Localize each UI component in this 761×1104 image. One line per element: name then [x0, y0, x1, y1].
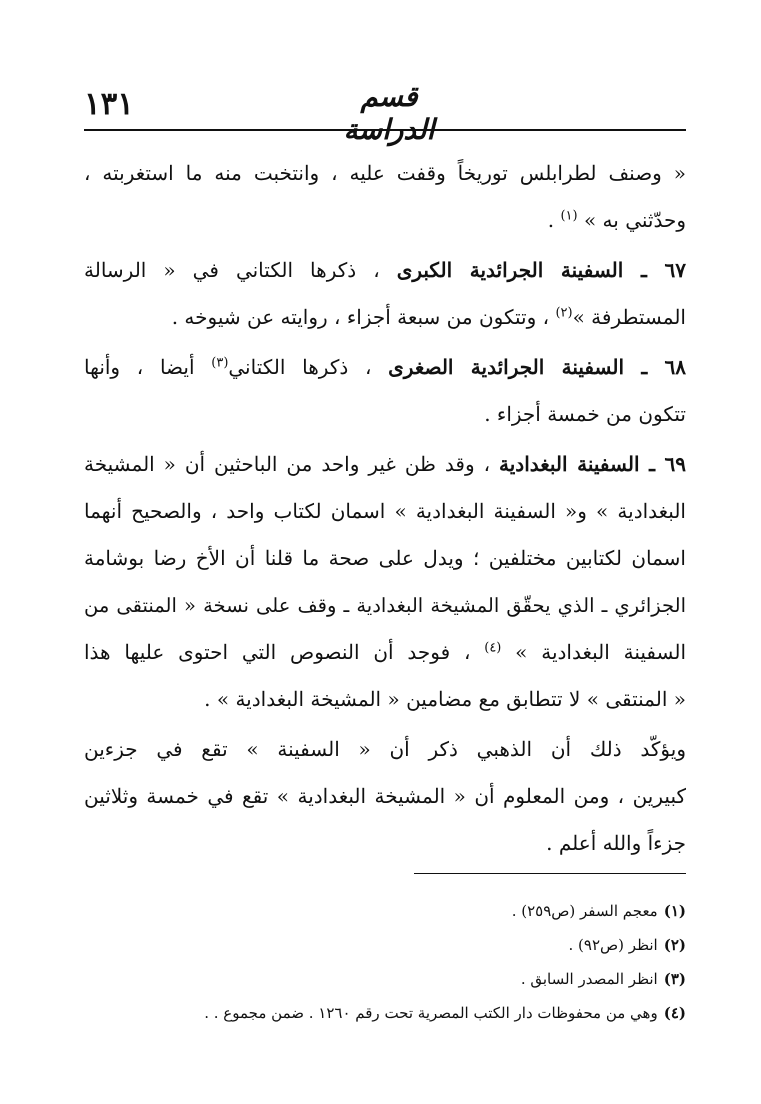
footnote-2-marker: (٢) [663, 936, 686, 954]
item69-title: السفينة البغدادية [499, 452, 640, 476]
footnote-rule [414, 873, 686, 874]
item69-line4: الجزائري ـ الذي يحقّق المشيخة البغدادية ـ وقف على نسخة « المنتقى من [84, 594, 686, 617]
item67-line2-text: المستطرفة » [572, 305, 686, 329]
item69-line6: « المنتقى » لا تتطابق مع مضامين « المشيخة البغدادية » . [204, 687, 686, 711]
item67-number: ٦٧ ـ [623, 258, 686, 282]
footnote-4-text: وهي من محفوظات دار الكتب المصرية تحت رقم ١٢٦٠ . ضمن مجموع . . [204, 1004, 658, 1022]
para-last-line2: كبيرين ، ومن المعلوم أن « المشيخة البغدادية » تقع في خمسة وثلاثين [84, 784, 686, 808]
footnotes [84, 894, 686, 1030]
footnote-1 [84, 894, 686, 928]
item68-line1 [84, 344, 686, 391]
item67-title: السفينة الجرائدية الكبرى [396, 258, 624, 282]
item67-line1-rest: ، ذكرها الكتاني في « الرسالة [84, 258, 397, 282]
footnote-ref-3: (٣) [211, 355, 229, 371]
footnote-ref-2: (٢) [555, 305, 573, 321]
footnote-4-marker: (٤) [663, 1004, 686, 1022]
para1-line1: « وصنف لطرابلس توريخاً وقفت عليه ، وانتخبت منه ما استغربته ، [84, 161, 686, 185]
item69-number: ٦٩ ـ [639, 452, 686, 476]
item68-title: السفينة الجرائدية الصغرى [388, 355, 625, 379]
footnote-3-marker: (٣) [663, 970, 686, 988]
item67-line2 [84, 294, 686, 341]
footnote-3-text: انظر المصدر السابق . [520, 970, 658, 988]
para1-line2 [84, 197, 686, 244]
body-text [84, 150, 686, 867]
item68-number: ٦٨ ـ [624, 355, 686, 379]
item69-line1 [84, 441, 686, 488]
para1-line2-end: . [547, 208, 561, 232]
page-header [84, 80, 686, 146]
item69-line1-rest: ، وقد ظن غير واحد من الباحثين أن « المشيخة [84, 452, 499, 476]
item69-line5 [84, 629, 686, 676]
item68-line1-rest: أيضا ، وأنها [84, 355, 212, 379]
footnote-4 [84, 996, 686, 1030]
running-title: قسم الدراسة [343, 80, 435, 146]
item67-line2-rest: ، وتتكون من سبعة أجزاء ، روايته عن شيوخه . [171, 305, 556, 329]
item69-line5-rest: ، فوجد أن النصوص التي احتوى عليها هذا [84, 640, 485, 664]
footnote-1-marker: (١) [663, 902, 686, 920]
item69-line2: البغدادية » و« السفينة البغدادية » اسمان لكتاب واحد ، والصحيح أنهما [84, 499, 686, 523]
item69-line3: اسمان لكتابين مختلفين ؛ ويدل على صحة ما قلنا أن الأخ رضا بوشامة [84, 546, 686, 570]
footnote-ref-1: (١) [560, 208, 578, 224]
item69-line5-text: السفينة البغدادية » [501, 640, 686, 664]
header-rule [84, 129, 686, 131]
para1-line2-text: وحدّثني به » [577, 208, 686, 232]
para-last-line1: ويؤكّد ذلك أن الذهبي ذكر أن « السفينة » تقع في جزءين [84, 737, 686, 761]
item68-line2: تتكون من خمسة أجزاء . [484, 402, 686, 426]
footnote-1-text: معجم السفر (ص٢٥٩) . [511, 902, 658, 920]
footnote-ref-4: (٤) [484, 640, 502, 656]
footnote-2-text: انظر (ص٩٢) . [568, 936, 658, 954]
item68-line1-mid: ، ذكرها الكتاني [228, 355, 389, 379]
footnote-2 [84, 928, 686, 962]
para-last-line3: جزءاً والله أعلم . [546, 831, 686, 855]
footnote-3 [84, 962, 686, 996]
item67-line1 [84, 247, 686, 294]
page-number: ١٣١ [84, 86, 134, 122]
